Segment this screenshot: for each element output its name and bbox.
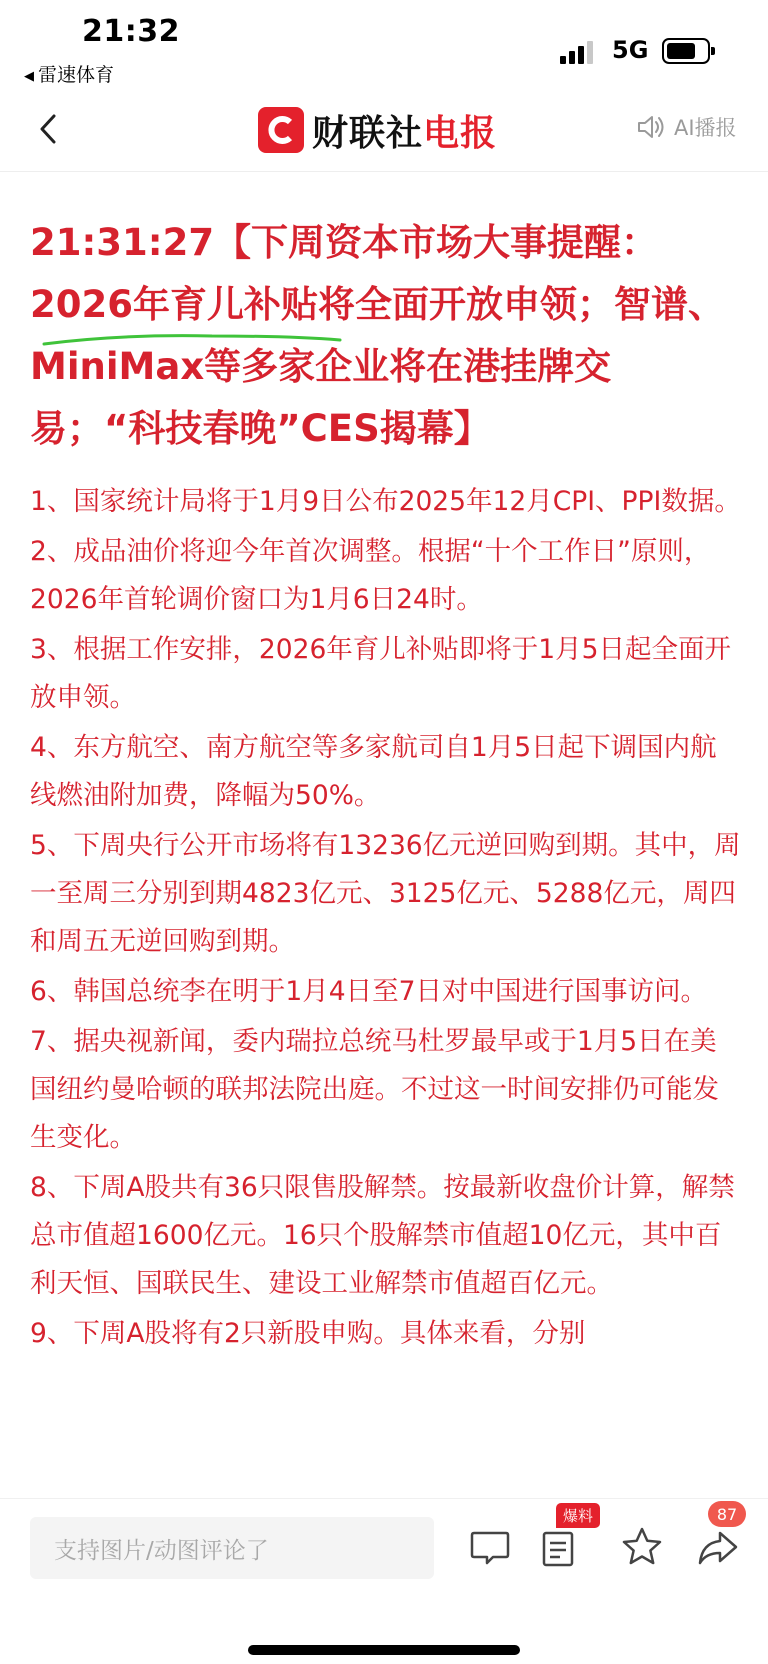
network-label: 5G xyxy=(612,36,649,64)
article-item-4: 4、东方航空、南方航空等多家航司自1月5日起下调国内航线燃油附加费，降幅为50%。 xyxy=(30,732,717,811)
back-app-label: 雷速体育 xyxy=(38,64,115,86)
article-item-3: 3、根据工作安排，2026年育儿补贴即将于1月5日起全面开放申领。 xyxy=(30,634,732,713)
brand-name: 财联社 xyxy=(312,112,424,154)
article-item-7: 7、据央视新闻，委内瑞拉总统马杜罗最早或于1月5日在美国纽约曼哈顿的联邦法院出庭。不过这一时间安排仍可能发生变化。 xyxy=(30,1026,719,1153)
back-triangle-icon: ◀ xyxy=(24,69,34,84)
article-headline: 21:31:27【下周资本市场大事提醒：2026年育儿补贴将全面开放申领；智谱、MiniMax等多家企业将在港挂牌交易；“科技春晚”CES揭幕】 xyxy=(30,221,725,450)
article-item-9: 9、下周A股将有2只新股申购。具体来看，分别 xyxy=(30,1318,586,1349)
ai-broadcast-label: AI播报 xyxy=(674,116,737,140)
signal-strength-icon xyxy=(560,40,596,64)
brand-logo xyxy=(258,102,497,158)
battery-icon xyxy=(662,38,710,64)
article-item-5: 5、下周央行公开市场将有13236亿元逆回购到期。其中，周一至周三分别到期4823亿元、3125亿元、5288亿元，周四和周五无逆回购到期。 xyxy=(30,830,741,957)
chevron-left-icon xyxy=(30,104,70,154)
article-item-list xyxy=(30,478,742,1360)
bottom-bar xyxy=(0,1498,768,1664)
article-item-1: 1、国家统计局将于1月9日公布2025年12月CPI、PPI数据。 xyxy=(30,486,741,517)
share-count-badge: 87 xyxy=(708,1501,746,1527)
news-tip-badge: 爆料 xyxy=(556,1503,600,1528)
green-underline-mark xyxy=(42,330,342,350)
ai-broadcast-button[interactable] xyxy=(636,112,737,142)
brand-c-icon xyxy=(258,107,304,153)
back-to-app-link[interactable] xyxy=(24,60,114,87)
speaker-icon xyxy=(636,113,666,141)
comment-icon[interactable] xyxy=(466,1523,514,1571)
nav-bar xyxy=(0,92,768,172)
article-item-2: 2、成品油价将迎今年首次调整。根据“十个工作日”原则，2026年首轮调价窗口为1月6日24时。 xyxy=(30,536,711,615)
comment-input[interactable]: 支持图片/动图评论了 xyxy=(30,1517,434,1579)
article-item-8: 8、下周A股共有36只限售股解禁。按最新收盘价计算，解禁总市值超1600亿元。16只个股解禁市值超10亿元，其中百利天恒、国联民生、建设工业解禁市值超百亿元。 xyxy=(30,1172,735,1299)
article-item-6: 6、韩国总统李在明于1月4日至7日对中国进行国事访问。 xyxy=(30,976,707,1007)
status-bar xyxy=(0,0,768,92)
share-icon[interactable] xyxy=(694,1523,742,1571)
status-time: 21:32 xyxy=(82,14,180,49)
brand-name-telegraph: 电报 xyxy=(423,112,498,154)
back-button[interactable] xyxy=(30,104,70,154)
home-indicator[interactable] xyxy=(248,1645,520,1655)
news-tip-icon[interactable] xyxy=(536,1523,584,1571)
star-icon[interactable] xyxy=(618,1523,666,1571)
